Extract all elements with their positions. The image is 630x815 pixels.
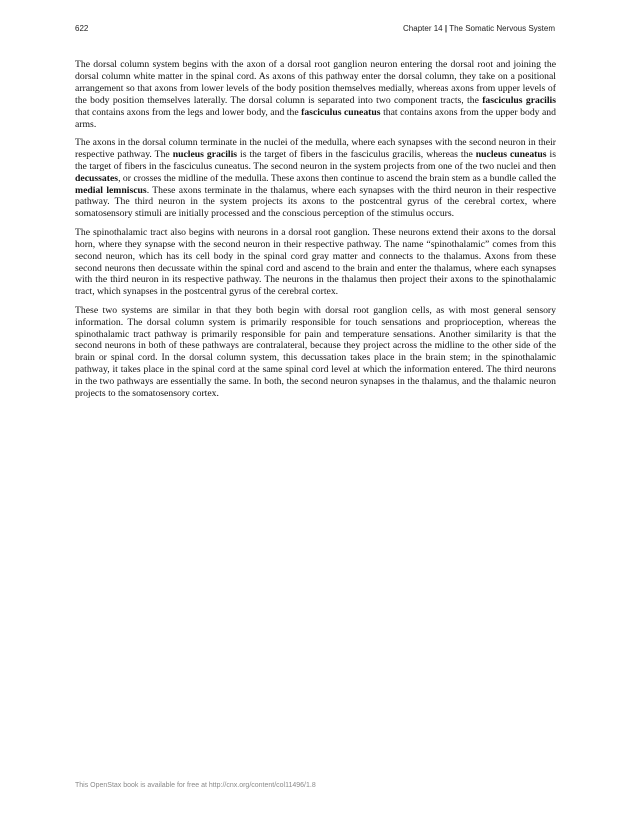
key-term: decussates xyxy=(75,172,119,184)
text-run: The dorsal column system begins with the axon of a dorsal root ganglion neuron entering the dorsal root and joining the dorsal column white matter in the spinal cord. As axons of this pathway enter the dorsal column, they take on a positional arrangement so that axons from lower levels of the body position themselves medially, whereas axons from upper levels of the body position themselves laterally. The dorsal column is separated into two component tracts, the xyxy=(75,59,556,106)
key-term: nucleus cuneatus xyxy=(475,148,547,160)
paragraph-2 xyxy=(75,137,556,220)
paragraph-4 xyxy=(75,305,556,400)
text-run: is the target of fibers in the fasciculus gracilis, whereas the xyxy=(237,148,476,160)
text-run: that contains axons from the legs and lower body, and the xyxy=(75,106,302,118)
paragraph-3 xyxy=(75,227,556,298)
paragraph-1 xyxy=(75,59,556,130)
text-run: The spinothalamic tract also begins with neurons in a dorsal root ganglion. These neurons extend their axons to the dorsal horn, where they synapse with the second neuron in their respective pathway. The name “spinothalamic” comes from this second neuron, which has its cell body in the spinal cord gray matter and connects to the thalamus. Axons from these second neurons then decussate within the spinal cord and ascend to the brain and enter the thalamus, where each synapses with the third neuron in its respective pathway. The neurons in the thalamus then project their axons to the spinothalamic tract, which synapses in the postcentral gyrus of the cerebral cortex. xyxy=(75,226,556,298)
text-run: is the target of fibers in the fasciculus cuneatus. The second neuron in the system projects from one of the two nuclei and then xyxy=(75,148,557,172)
chapter-title: The Somatic Nervous System xyxy=(449,24,555,33)
header-separator: | xyxy=(444,24,448,33)
text-run: These two systems are similar in that they both begin with dorsal root ganglion cells, as with most general sensory information. The dorsal column system is primarily responsible for touch sensations and proprioception, whereas the spinothalamic tract pathway is primarily responsible for pain and temperature sensations. Another similarity is that the second neurons in both of these pathways are contralateral, because they project across the midline to the other side of the brain or spinal cord. In the dorsal column system, this decussation takes place in the brain stem; in the spinothalamic pathway, it takes place in the spinal cord at the same spinal cord level at which the information entered. The third neurons in the two pathways are essentially the same. In both, the second neuron synapses in the thalamus, and the thalamic neuron projects to the somatosensory cortex. xyxy=(75,304,556,400)
text-run: that contains axons from the upper body and arms. xyxy=(75,106,556,130)
running-header xyxy=(403,24,555,33)
body-text xyxy=(75,59,556,406)
text-run: . These axons terminate in the thalamus, where each synapses with the third neuron in their respective pathway. The third neuron in the system projects its axons to the postcentral gyrus of the cerebral cortex, where somatosensory stimuli are initially processed and the conscious perception of the stimulus occurs. xyxy=(75,184,556,220)
text-run: , or crosses the midline of the medulla. These axons then continue to ascend the brain stem as a bundle called the xyxy=(118,172,556,184)
page-number: 622 xyxy=(75,24,89,33)
chapter-label: Chapter 14 xyxy=(403,24,443,33)
text-run: The axons in the dorsal column terminate in the nuclei of the medulla, where each synapses with the second neuron in their respective pathway. The xyxy=(75,136,556,160)
key-term: medial lemniscus xyxy=(75,184,147,196)
footer-note: This OpenStax book is available for free at http://cnx.org/content/col11496/1.8 xyxy=(75,782,316,789)
key-term: fasciculus gracilis xyxy=(482,94,556,106)
key-term: fasciculus cuneatus xyxy=(301,106,381,118)
key-term: nucleus gracilis xyxy=(172,148,238,160)
